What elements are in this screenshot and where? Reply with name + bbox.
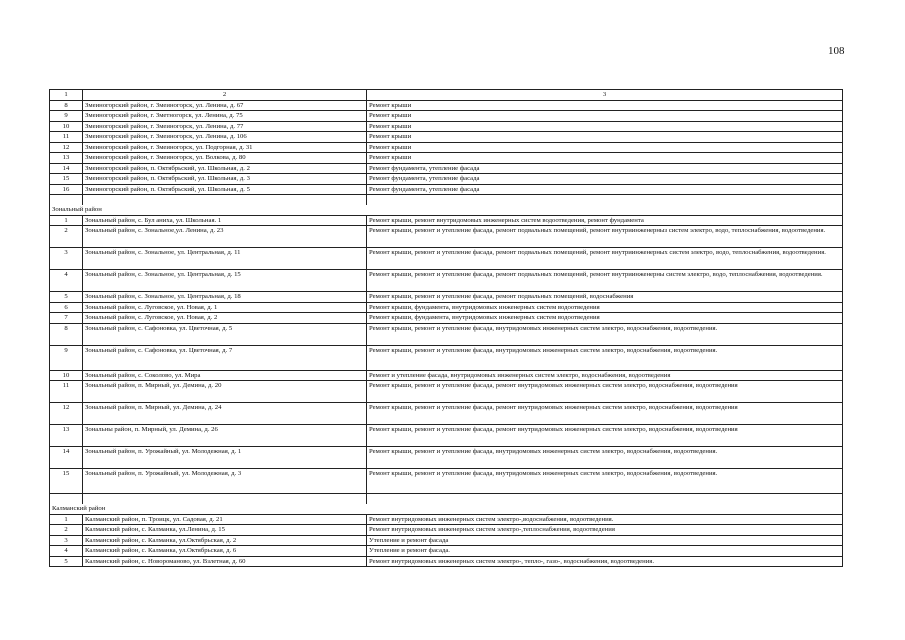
row-number: 2	[50, 226, 83, 248]
table-row	[50, 469, 843, 494]
table-row	[50, 248, 843, 270]
row-work: Ремонт и утепление фасада, внутридомовых инженерных систем электро, водоснабжения, водоотведения	[367, 370, 843, 381]
row-address: Змеиногорский район, г. Змеиногорск, ул. Ленина, д. 106	[83, 132, 367, 143]
table-row	[50, 370, 843, 381]
table-row	[50, 270, 843, 292]
table-row	[50, 121, 843, 132]
table-row	[50, 184, 843, 195]
page-number: 108	[828, 45, 845, 57]
row-work: Ремонт крыши, ремонт и утепление фасада, ремонт подвальных помещений, ремонт внутриинженерныз систем электро, водо, теплоснабжения, водоотведения.	[367, 226, 843, 248]
table-row	[50, 323, 843, 345]
row-number: 9	[50, 345, 83, 370]
table-row	[50, 556, 843, 567]
row-number: 9	[50, 111, 83, 122]
table-row	[50, 514, 843, 525]
row-work: Ремонт внутридомовых инженерных систем электро-,теплоснабжения, водоотведения	[367, 525, 843, 536]
row-work: Ремонт крыши, ремонт и утепление фасада, ремонт внутридомовых инженерных систем электро, водоснабжения, водоотведения	[367, 403, 843, 425]
section-header-row	[50, 205, 843, 215]
row-address: Змеиногорский район, п. Октябрьский, ул. Школьная, д. 5	[83, 184, 367, 195]
row-work: Ремонт крыши, ремонт и утепление фасада, внутридомовых инженерных систем электро, водоснабжения, водоотведения.	[367, 345, 843, 370]
row-work: Ремонт крыши	[367, 132, 843, 143]
row-address: Зональный район, с. Сафоновка, ул. Цветочная, д. 5	[83, 323, 367, 345]
table-row	[50, 163, 843, 174]
row-work: Ремонт фундамента, утепление фасада	[367, 174, 843, 185]
row-work: Ремонт крыши	[367, 142, 843, 153]
row-work: Ремонт крыши, ремонт и утепление фасада, внутридомовых инженерных систем электро, водоснабжения, водоотведения.	[367, 447, 843, 469]
row-address: Змеиногорский район, п. Октябрьский, ул. Школьная, д. 3	[83, 174, 367, 185]
header-row	[50, 90, 843, 101]
row-work: Ремонт внутридомовых инженерных систем электро-,водоснабжения, водоотведения.	[367, 514, 843, 525]
row-number: 1	[50, 514, 83, 525]
row-address: Зональный район, с. Бул аниха, ул. Школьная. 1	[83, 215, 367, 226]
row-number: 15	[50, 174, 83, 185]
row-number: 2	[50, 525, 83, 536]
row-work: Ремонт крыши	[367, 111, 843, 122]
row-address: Зональный район, с. Зональное, ул. Центральная, д. 15	[83, 270, 367, 292]
row-address: Зональный район, с. Луговское, ул. Новая, д. 2	[83, 313, 367, 324]
row-work: Ремонт крыши	[367, 100, 843, 111]
spacer-cell	[83, 494, 367, 505]
table-row	[50, 142, 843, 153]
table-row	[50, 100, 843, 111]
row-number: 4	[50, 546, 83, 557]
table-row	[50, 302, 843, 313]
table-row	[50, 425, 843, 447]
header-col-1: 1	[50, 90, 83, 101]
row-work: Ремонт крыши, ремонт и утепление фасада, ремонт подвальных помещений, водоснабжения	[367, 292, 843, 303]
row-number: 12	[50, 403, 83, 425]
row-work: Ремонт внутридомовых инженерных систем электро-, тепло-, газо-, водоснабжения, водоотведения.	[367, 556, 843, 567]
row-number: 10	[50, 370, 83, 381]
section-spacer	[50, 494, 843, 505]
row-number: 12	[50, 142, 83, 153]
spacer-cell	[367, 195, 843, 206]
row-number: 14	[50, 447, 83, 469]
row-address: Зональный район, п. Мирный, ул. Демина, д. 20	[83, 381, 367, 403]
table-row	[50, 226, 843, 248]
row-address: Зональный район, с. Зональное, ул. Центральная, д. 18	[83, 292, 367, 303]
row-address: Змеиногорский район, г. Зметногорск, ул. Ленина, д. 75	[83, 111, 367, 122]
spacer-cell	[367, 494, 843, 505]
row-address: Зональный район, п. Урожайный, ул. Молодежная, д. 1	[83, 447, 367, 469]
table-row	[50, 403, 843, 425]
row-number: 3	[50, 535, 83, 546]
header-col-2: 2	[83, 90, 367, 101]
spacer-cell	[83, 195, 367, 206]
row-address: Зональный район, с. Луговское, ул. Новая, д. 1	[83, 302, 367, 313]
row-number: 8	[50, 100, 83, 111]
table-row	[50, 111, 843, 122]
table-row	[50, 381, 843, 403]
table-row	[50, 132, 843, 143]
row-address: Калманский район, с. Калманка, ул.Ленина, д. 15	[83, 525, 367, 536]
section-title: Калманский район	[50, 504, 843, 514]
section-header-row	[50, 504, 843, 514]
row-address: Змеиногорский район, п. Октябрьский, ул. Школьная, д. 2	[83, 163, 367, 174]
table-row	[50, 313, 843, 324]
row-address: Змеиногорский район, г. Змеиногорск, ул. Волкова, д. 80	[83, 153, 367, 164]
row-work: Ремонт фундамента, утепление фасада	[367, 184, 843, 195]
row-number: 6	[50, 302, 83, 313]
row-number: 5	[50, 292, 83, 303]
row-work: Ремонт крыши	[367, 121, 843, 132]
table-row	[50, 153, 843, 164]
row-number: 4	[50, 270, 83, 292]
row-work: Ремонт крыши, ремонт и утепление фасада, ремонт внутридомовых инженерных систем электро, водоснабжения, водоотведения	[367, 425, 843, 447]
spacer-cell	[50, 195, 83, 206]
row-work: Утепление и ремонт фасада	[367, 535, 843, 546]
row-number: 3	[50, 248, 83, 270]
row-number: 14	[50, 163, 83, 174]
row-address: Калманский район, с. Калманка, ул.Октябрьская, д. 2	[83, 535, 367, 546]
header-col-3: 3	[367, 90, 843, 101]
row-address: Зональный район, с. Соколово, ул. Мира	[83, 370, 367, 381]
row-address: Змеиногорский район, г. Змеиногорск, ул. Ленина, д. 77	[83, 121, 367, 132]
row-number: 11	[50, 381, 83, 403]
table-row	[50, 292, 843, 303]
row-address: Змеиногорский район, г. Змеиногорск, ул. Подгорная, д. 31	[83, 142, 367, 153]
table-row	[50, 174, 843, 185]
row-address: Зональный район, п. Мирный, ул. Демина, д. 24	[83, 403, 367, 425]
row-work: Ремонт крыши, ремонт и утепление фасада, ремонт внутридомовых инженерных систем электро, водоснабжения, водоотведения	[367, 381, 843, 403]
table-row	[50, 546, 843, 557]
repair-table	[49, 89, 843, 567]
table-row	[50, 345, 843, 370]
row-address: Калманский район, с. Новороманово, ул. Взлетная, д. 60	[83, 556, 367, 567]
row-address: Зональны район, п. Мирный, ул. Демина, д. 26	[83, 425, 367, 447]
row-number: 8	[50, 323, 83, 345]
row-number: 1	[50, 215, 83, 226]
row-number: 13	[50, 425, 83, 447]
table-row	[50, 525, 843, 536]
table-row	[50, 535, 843, 546]
row-address: Калманский район, с. Калманка, ул.Октябрьская, д. 6	[83, 546, 367, 557]
row-number: 15	[50, 469, 83, 494]
row-work: Ремонт крыши, ремонт и утепление фасада, внутридомовых инженерных систем электро, водоснабжения, водоотведения.	[367, 323, 843, 345]
row-work: Ремонт фундамента, утепление фасада	[367, 163, 843, 174]
row-work: Ремонт крыши, фундамента, внутридомовых инженерных систем водоотведения	[367, 302, 843, 313]
row-work: Ремонт крыши, ремонт и утепление фасада, ремонт подвальных помещений, ремонт внутриинженерных систем электро, водо, теплоснабжения, водоотведения.	[367, 248, 843, 270]
row-number: 10	[50, 121, 83, 132]
row-work: Ремонт крыши, ремонт внутридомовых инженерных систем водоотведения, ремонт фундамента	[367, 215, 843, 226]
row-work: Ремонт крыши, ремонт и утепление фасада, ремонт подвальных помещений, ремонт внутриинженерны систем электро, водо, теплоснабжения, водоотведения.	[367, 270, 843, 292]
row-number: 13	[50, 153, 83, 164]
row-address: Зональный район, п. Урожайный, ул. Молодежная, д. 3	[83, 469, 367, 494]
row-address: Калманский район, п. Троицк, ул. Садовая, д. 21	[83, 514, 367, 525]
row-address: Змеиногорский район, г. Змеиногорск, ул. Ленина, д. 67	[83, 100, 367, 111]
row-address: Зональный район, с. Зональное, ул. Центральная, д. 11	[83, 248, 367, 270]
row-number: 11	[50, 132, 83, 143]
row-work: Утепление и ремонт фасада.	[367, 546, 843, 557]
row-number: 16	[50, 184, 83, 195]
row-work: Ремонт крыши, ремонт и утепление фасада, внутридомовых инженерных систем электро, водоснабжения, водоотведения.	[367, 469, 843, 494]
table-row	[50, 447, 843, 469]
spacer-cell	[50, 494, 83, 505]
row-number: 5	[50, 556, 83, 567]
row-number: 7	[50, 313, 83, 324]
row-address: Зональный район, с. Зональное,ул. Ленина, д. 23	[83, 226, 367, 248]
section-title: Зональный район	[50, 205, 843, 215]
row-work: Ремонт крыши	[367, 153, 843, 164]
section-spacer	[50, 195, 843, 206]
row-address: Зональный район, с. Сафоновка, ул. Цветочная, д. 7	[83, 345, 367, 370]
table-row	[50, 215, 843, 226]
row-work: Ремонт крыши, фундамента, внутридомовых инженерных систем водоотведения	[367, 313, 843, 324]
